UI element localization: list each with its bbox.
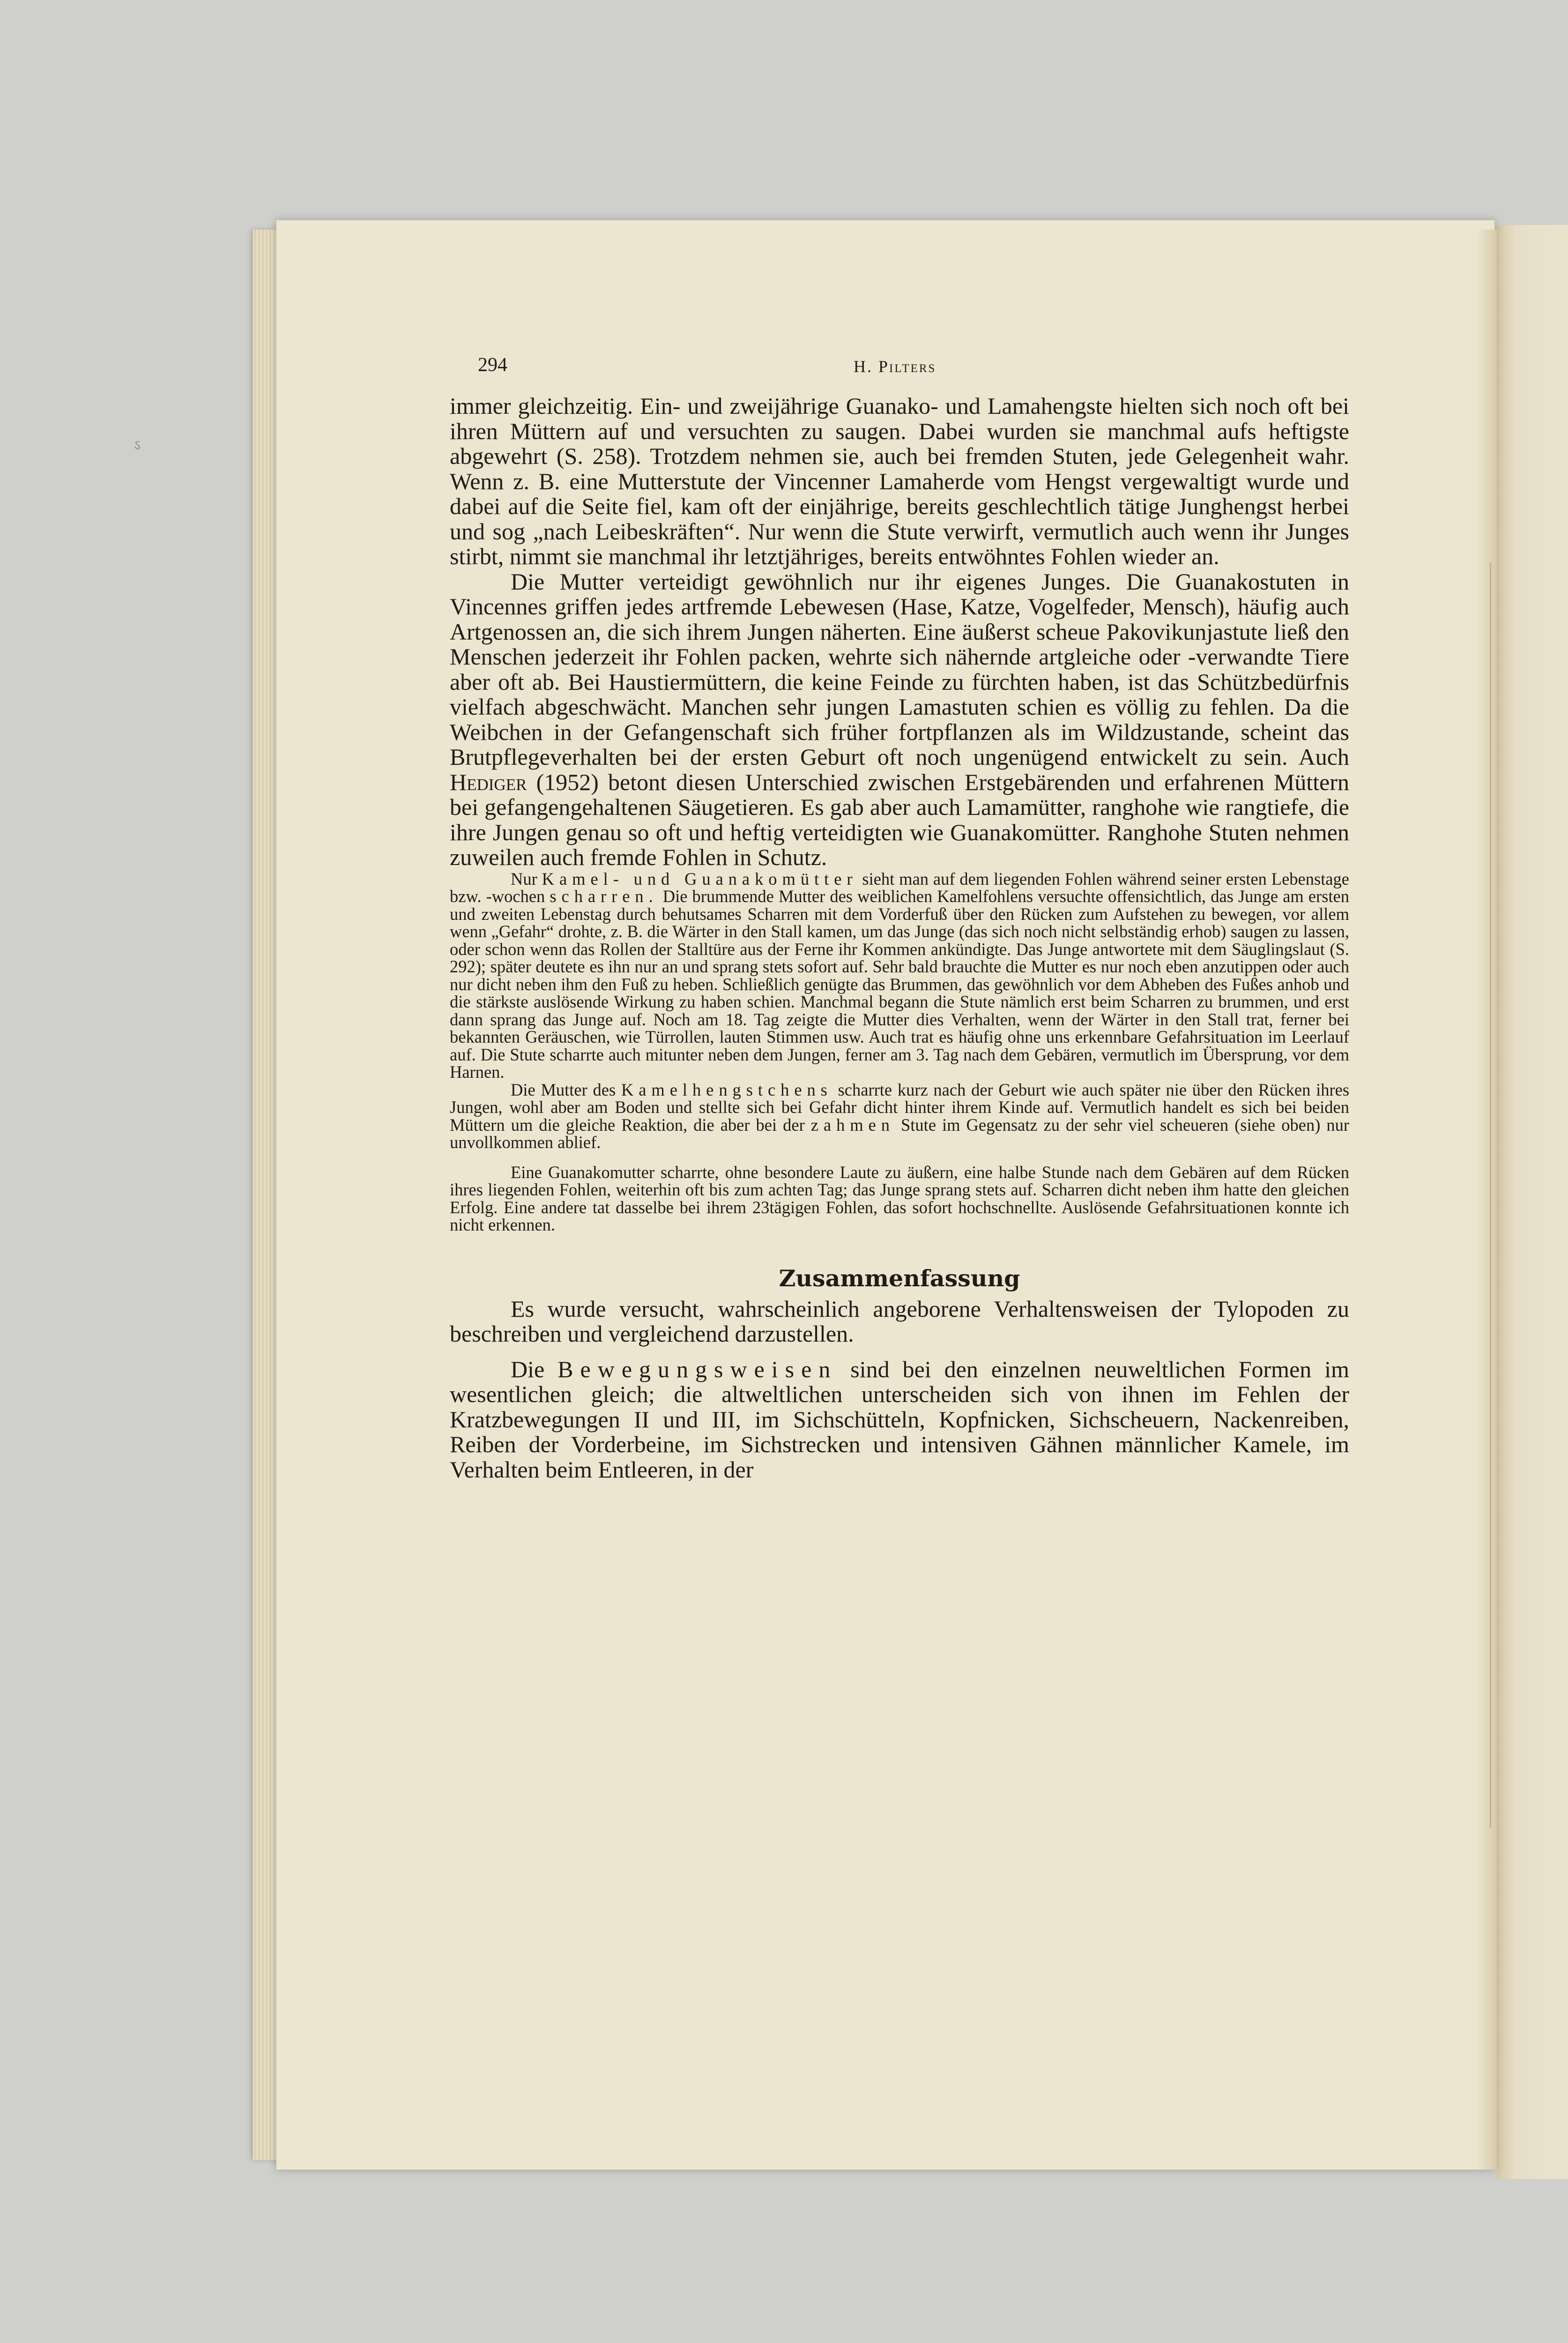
- paragraph-gap: [450, 1151, 1349, 1164]
- small-paragraph-2-text-b: scharrte kurz nach der Geburt wie auch später nie über den Rücken ihres Jungen, wohl aber am Boden und stellte sich bei Gefahr dicht hinter ihrem Kinde auf. Vermutlich handelt es sich bei beiden Müttern um die gleiche Reaktion, die aber bei der: [450, 1080, 1350, 1134]
- running-head: [450, 354, 1368, 394]
- small-paragraph-2-text-c: Stute im Gegensatz zu der sehr viel scheueren (siehe oben) nur unvollkommen ablief.: [450, 1115, 1350, 1152]
- paragraph-2-text-a: Die Mutter verteidigt gewöhnlich nur ihr eigenes Junges. Die Guanakostuten in Vincennes griffen jedes artfremde Lebewesen (Hase, Katze, Vogelfeder, Mensch), häufig auch Artgenossen an, die sich ihrem Jungen näherten. Eine äußerst scheue Pakovikunjastute ließ den Menschen jederzeit ihr Fohlen packen, wehrte sich nähernde artgleiche oder -verwandte Tiere aber oft ab. Bei Haustiermüttern, die keine Feinde zu fürchten haben, ist das Schützbedürfnis vielfach abgeschwächt. Manchen sehr jungen Lamastuten schien es völlig zu fehlen. Da die Weibchen in der Gefangenschaft sich früher fortpflanzen als im Wildzustande, scheint das Brutpflegeverhalten bei der ersten Geburt oft noch ungenügend entwickelt zu sein. Auch: [450, 568, 1349, 770]
- spaced-term-kamelhengstchens: Kamelhengstchens: [621, 1080, 832, 1099]
- summary-paragraph-2: [450, 1357, 1349, 1483]
- small-paragraph-3: Eine Guanakomutter scharrte, ohne besondere Laute zu äußern, eine halbe Stunde nach dem Gebären auf dem Rücken ihres liegenden Fohlen, weiterhin oft bis zum achten Tag; das Junge sprang stets auf. Scharren dicht neben ihm hatte den gleichen Erfolg. Eine andere tat dasselbe bei ihrem 23tägigen Fohlen, das sofort hochschnellte. Auslösende Gefahrsituationen konnte ich nicht erkennen.: [450, 1162, 1349, 1234]
- spaced-term-zahmen: zahmen: [810, 1115, 895, 1134]
- page-gutter: [1476, 230, 1497, 2170]
- spaced-term-bewegungsweisen: Bewegungsweisen: [557, 1356, 838, 1382]
- running-head-author: H. Pilters: [854, 357, 936, 376]
- cited-author-hediger: Hediger: [450, 769, 527, 795]
- page-content: [450, 354, 1368, 1482]
- facing-page-edge: [1497, 225, 1568, 2179]
- small-paragraph-1-text-c: Die brummende Mutter des weiblichen Kamelfohlens versuchte offensichtlich, das Junge am ersten und zweiten Lebenstag durch behutsames Scharren mit dem Vorderfuß über den Rücken zum Aufstehen zu bewegen, vor allem wenn „Gefahr“ drohte, z. B. die Wärter in den Stall kamen, um das Junge (das sich noch nicht selbständig erhob) saugen zu lassen, oder schon wenn das Rollen der Stalltüre aus der Ferne ihr Kommen ankündigte. Das Junge antwortete mit dem Säuglingslaut (S. 292); später deutete es ihn nur an und sprang stets sofort auf. Sehr bald brauchte die Mutter es nur noch eben anzutippen oder auch nur dicht neben ihm den Fuß zu heben. Schließlich genügte das Brummen, das gewöhnlich vor dem Abheben des Fußes anhob und die stärkste auslösende Wirkung zu haben schien. Manchmal begann die Stute nämlich erst beim Scharren zu brummen, und erst dann sprang das Junge auf. Noch am 18. Tag zeigte die Mutter dies Verhalten, wenn der Wärter in den Stall trat, ferner bei bekannten Geräuschen, wie Türrollen, lauten Stimmen usw. Auch trat es häufig ohne uns erkennbare Gefahrsituation im Leerlauf auf. Die Stute scharrte auch mitunter neben dem Jungen, ferner am 3. Tag nach dem Gebären, vermutlich im Übersprung, vor dem Harnen.: [450, 887, 1350, 1082]
- small-paragraph-1-text-b: sieht man auf dem liegenden Fohlen während seiner ersten Lebenstage bzw. -wochen: [450, 869, 1349, 906]
- summary-paragraph-2-text-b: sind bei den einzelnen neuweltlichen Formen im wesentlichen gleich; die altweltlichen unterscheiden sich von ihnen im Fehlen der Kratzbewegungen II und III, im Sichschütteln, Kopfnicken, Sichscheuern, Nackenreiben, Reiben der Vorderbeine, im Sichstrecken und intensiven Gähnen männlicher Kamele, im Verhalten beim Entleeren, in der: [450, 1356, 1350, 1483]
- paragraph-1: immer gleichzeitig. Ein- und zweijährige Guanako- und Lamahengste hielten sich noch oft bei ihren Müttern auf und versuchten zu saugen. Dabei wurden sie manchmal aufs heftigste abgewehrt (S. 258). Trotzdem nehmen sie, auch bei fremden Stuten, jede Gelegenheit wahr. Wenn z. B. eine Mutterstute der Vincenner Lamaherde vom Hengst vergewaltigt wurde und dabei auf die Seite fiel, kam oft der einjährige, bereits geschlechtlich tätige Junghengst herbei und sog „nach Leibeskräften“. Nur wenn die Stute verwirft, vermutlich auch wenn ihr Junges stirbt, nimmt sie manchmal ihr letztjähriges, bereits entwöhntes Fohlen wieder an.: [450, 393, 1349, 569]
- small-paragraph-2-text-a: Die Mutter des: [511, 1080, 616, 1099]
- margin-pencil-mark: ऽ: [134, 437, 141, 454]
- spaced-term-scharren: scharren.: [550, 887, 658, 906]
- small-paragraph-2: [450, 1081, 1349, 1151]
- small-paragraph-1-text-a: Nur: [511, 869, 537, 888]
- paragraph-2-text-b: (1952) betont diesen Unterschied zwischen Erstgebärenden und erfahrenen Müttern bei gefangengehaltenen Säugetieren. Es gab aber auch Lamamütter, ranghohe wie rangtiefe, die ihre Jungen genau so oft und heftig verteidigten wie Guanakomütter. Ranghohe Stuten nehmen zuweilen auch fremde Fohlen in Schutz.: [450, 769, 1350, 870]
- body-text: [450, 394, 1368, 1482]
- page-number: 294: [478, 354, 507, 376]
- paragraph-2: [450, 569, 1349, 870]
- section-heading-summary: Zusammenfassung: [779, 1264, 1020, 1292]
- gutter-fold: [1490, 562, 1491, 1828]
- summary-paragraph-2-text-a: Die: [511, 1356, 545, 1382]
- spaced-term-kamel-guanakomuetter: Kamel- und Guanakomütter: [542, 869, 858, 888]
- summary-paragraph-1: Es wurde versucht, wahrscheinlich angeborene Verhaltensweisen der Tylopoden zu beschreiben und vergleichend darzustellen.: [450, 1295, 1349, 1347]
- small-paragraph-1: [450, 870, 1349, 1081]
